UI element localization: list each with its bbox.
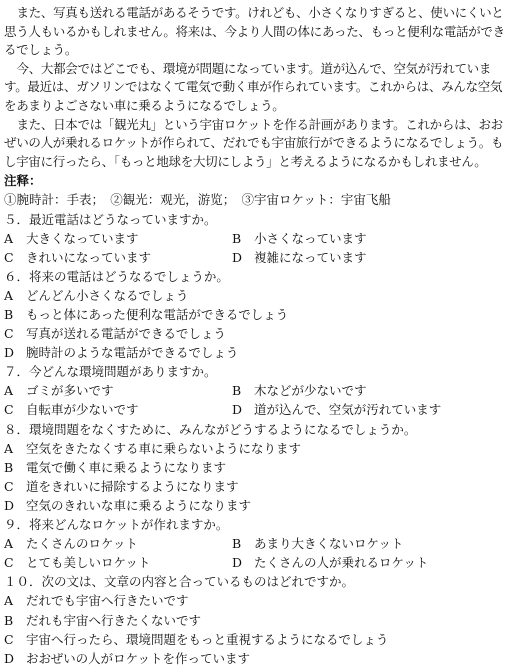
question-stem: １０．次の文は、文章の内容と合っているものはどれですか。 bbox=[4, 574, 355, 590]
option-text: 空気のきれいな車に乗るようになります bbox=[26, 497, 252, 513]
option-letter: A bbox=[4, 383, 14, 399]
question-stem: ６．将来の電話はどうなるでしょうか。 bbox=[4, 268, 229, 284]
annotation-notes bbox=[4, 172, 507, 209]
option-letter: D bbox=[4, 345, 15, 361]
option-letter: B bbox=[4, 459, 14, 475]
option-text: あまり大きくないロケット bbox=[254, 536, 404, 552]
option-letter: D bbox=[4, 650, 15, 666]
notes-items: ①腕時計：手表； ②観光：观光，游览； ③宇宙ロケット：宇宙飞船 bbox=[4, 191, 391, 207]
option-letter: B bbox=[4, 612, 14, 628]
option-text: ゴミが多いです bbox=[26, 383, 114, 399]
option-text: 複雑になっています bbox=[254, 249, 367, 265]
document-page bbox=[4, 4, 507, 668]
option-c bbox=[4, 553, 232, 572]
question-stem: ８．環境問題をなくすために、みんながどうするようになるでしょうか。 bbox=[4, 421, 417, 437]
option-a bbox=[4, 591, 507, 610]
option-letter: D bbox=[232, 249, 243, 265]
question-8 bbox=[4, 420, 507, 515]
question-stem: ７．今どんな環境問題がありますか。 bbox=[4, 364, 217, 380]
option-d bbox=[232, 248, 460, 267]
option-c bbox=[4, 248, 232, 267]
option-text: もっと体にあった便利な電話ができるでしょう bbox=[26, 307, 289, 322]
option-c bbox=[4, 477, 507, 496]
option-text: 小さくなっています bbox=[254, 230, 367, 246]
option-c bbox=[4, 324, 507, 343]
option-letter: A bbox=[4, 440, 14, 456]
option-a bbox=[4, 286, 507, 305]
question-stem: ９．将来どんなロケットが作れますか。 bbox=[4, 517, 229, 533]
option-letter: C bbox=[4, 249, 14, 265]
option-letter: A bbox=[4, 287, 14, 303]
option-text: きれいになっています bbox=[26, 249, 152, 265]
question-7 bbox=[4, 362, 507, 419]
option-d bbox=[4, 343, 507, 362]
option-b bbox=[4, 305, 507, 324]
option-text: 道が込んで、空気が汚れています bbox=[254, 402, 442, 418]
option-letter: B bbox=[4, 307, 14, 322]
question-6 bbox=[4, 267, 507, 362]
option-a bbox=[4, 534, 232, 553]
question-5 bbox=[4, 210, 507, 267]
option-letter: B bbox=[232, 230, 242, 246]
option-b bbox=[4, 458, 507, 477]
option-letter: C bbox=[4, 402, 14, 418]
option-text: たくさんのロケット bbox=[26, 536, 138, 552]
option-text: 写真が送れる電話ができるでしょう bbox=[26, 326, 226, 342]
option-d bbox=[232, 400, 460, 419]
option-text: 宇宙へ行ったら、環境問題をもっと重視するようになるでしょう bbox=[26, 631, 389, 647]
option-text: たくさんの人が乗れるロケット bbox=[254, 555, 429, 571]
option-letter: C bbox=[4, 631, 14, 647]
question-10 bbox=[4, 572, 507, 667]
option-b bbox=[232, 534, 460, 553]
option-text: 腕時計のような電話ができるでしょう bbox=[26, 345, 239, 361]
question-9 bbox=[4, 515, 507, 572]
option-d bbox=[4, 649, 507, 668]
passage-paragraph: 今、大都会ではどこでも、環境が問題になっています。道が込んで、空気が汚れています。最近は、ガソリンではなくて電気で動く車が作られています。これからは、みんな空気をあまりよごさない車に乗るようになるでしょう。 bbox=[4, 60, 503, 113]
option-text: どんどん小さくなるでしょう bbox=[26, 287, 189, 303]
option-a bbox=[4, 381, 232, 400]
option-a bbox=[4, 439, 507, 458]
option-text: おおぜいの人がロケットを作っています bbox=[26, 650, 251, 666]
option-d bbox=[232, 553, 460, 572]
option-letter: B bbox=[232, 536, 242, 552]
option-c bbox=[4, 630, 507, 649]
passage-paragraph: また、日本では「観光丸」という宇宙ロケットを作る計画があります。これからは、おおぜいの人が乗れるロケットが作られて、だれでも宇宙旅行ができるようになるでしょう。もし宇宙に行ったら、「もっと地球を大切にしよう」と考えるようになるかもしれません。 bbox=[4, 116, 504, 169]
option-text: だれでも宇宙へ行きたいです bbox=[26, 593, 189, 609]
option-letter: B bbox=[232, 383, 242, 399]
option-b bbox=[232, 381, 460, 400]
option-letter: A bbox=[4, 230, 14, 246]
option-text: 木などが少ないです bbox=[254, 383, 367, 399]
option-text: 空気をきたなくする車に乗らないようになります bbox=[26, 440, 302, 456]
option-text: 道をきれいに掃除するようになります bbox=[26, 478, 239, 494]
option-letter: D bbox=[4, 497, 15, 513]
option-letter: A bbox=[4, 593, 14, 609]
option-letter: C bbox=[4, 555, 14, 571]
notes-title: 注释： bbox=[4, 173, 42, 189]
option-text: 電気で働く車に乗るようになります bbox=[26, 459, 227, 475]
option-text: とても美しいロケット bbox=[26, 555, 151, 571]
option-b bbox=[232, 229, 460, 248]
option-letter: C bbox=[4, 478, 14, 494]
question-stem: ５．最近電話はどうなっていますか。 bbox=[4, 211, 217, 227]
option-b bbox=[4, 611, 507, 630]
option-a bbox=[4, 229, 232, 248]
passage-paragraph: また、写真も送れる電話があるそうです。けれども、小さくなりすぎると、使いにくいと思う人もいるかもしれません。将来は、今より人間の体にあった、もっと便利な電話ができるでしょう。 bbox=[4, 5, 505, 58]
option-letter: D bbox=[232, 555, 243, 571]
option-c bbox=[4, 400, 232, 419]
option-text: だれも宇宙へ行きたくないです bbox=[26, 612, 202, 628]
option-text: 大きくなっています bbox=[26, 230, 139, 246]
option-letter: D bbox=[232, 402, 243, 418]
option-letter: A bbox=[4, 536, 14, 552]
reading-passage bbox=[4, 4, 507, 171]
option-text: 自転車が少ないです bbox=[26, 402, 139, 418]
option-d bbox=[4, 496, 507, 515]
option-letter: C bbox=[4, 326, 14, 342]
